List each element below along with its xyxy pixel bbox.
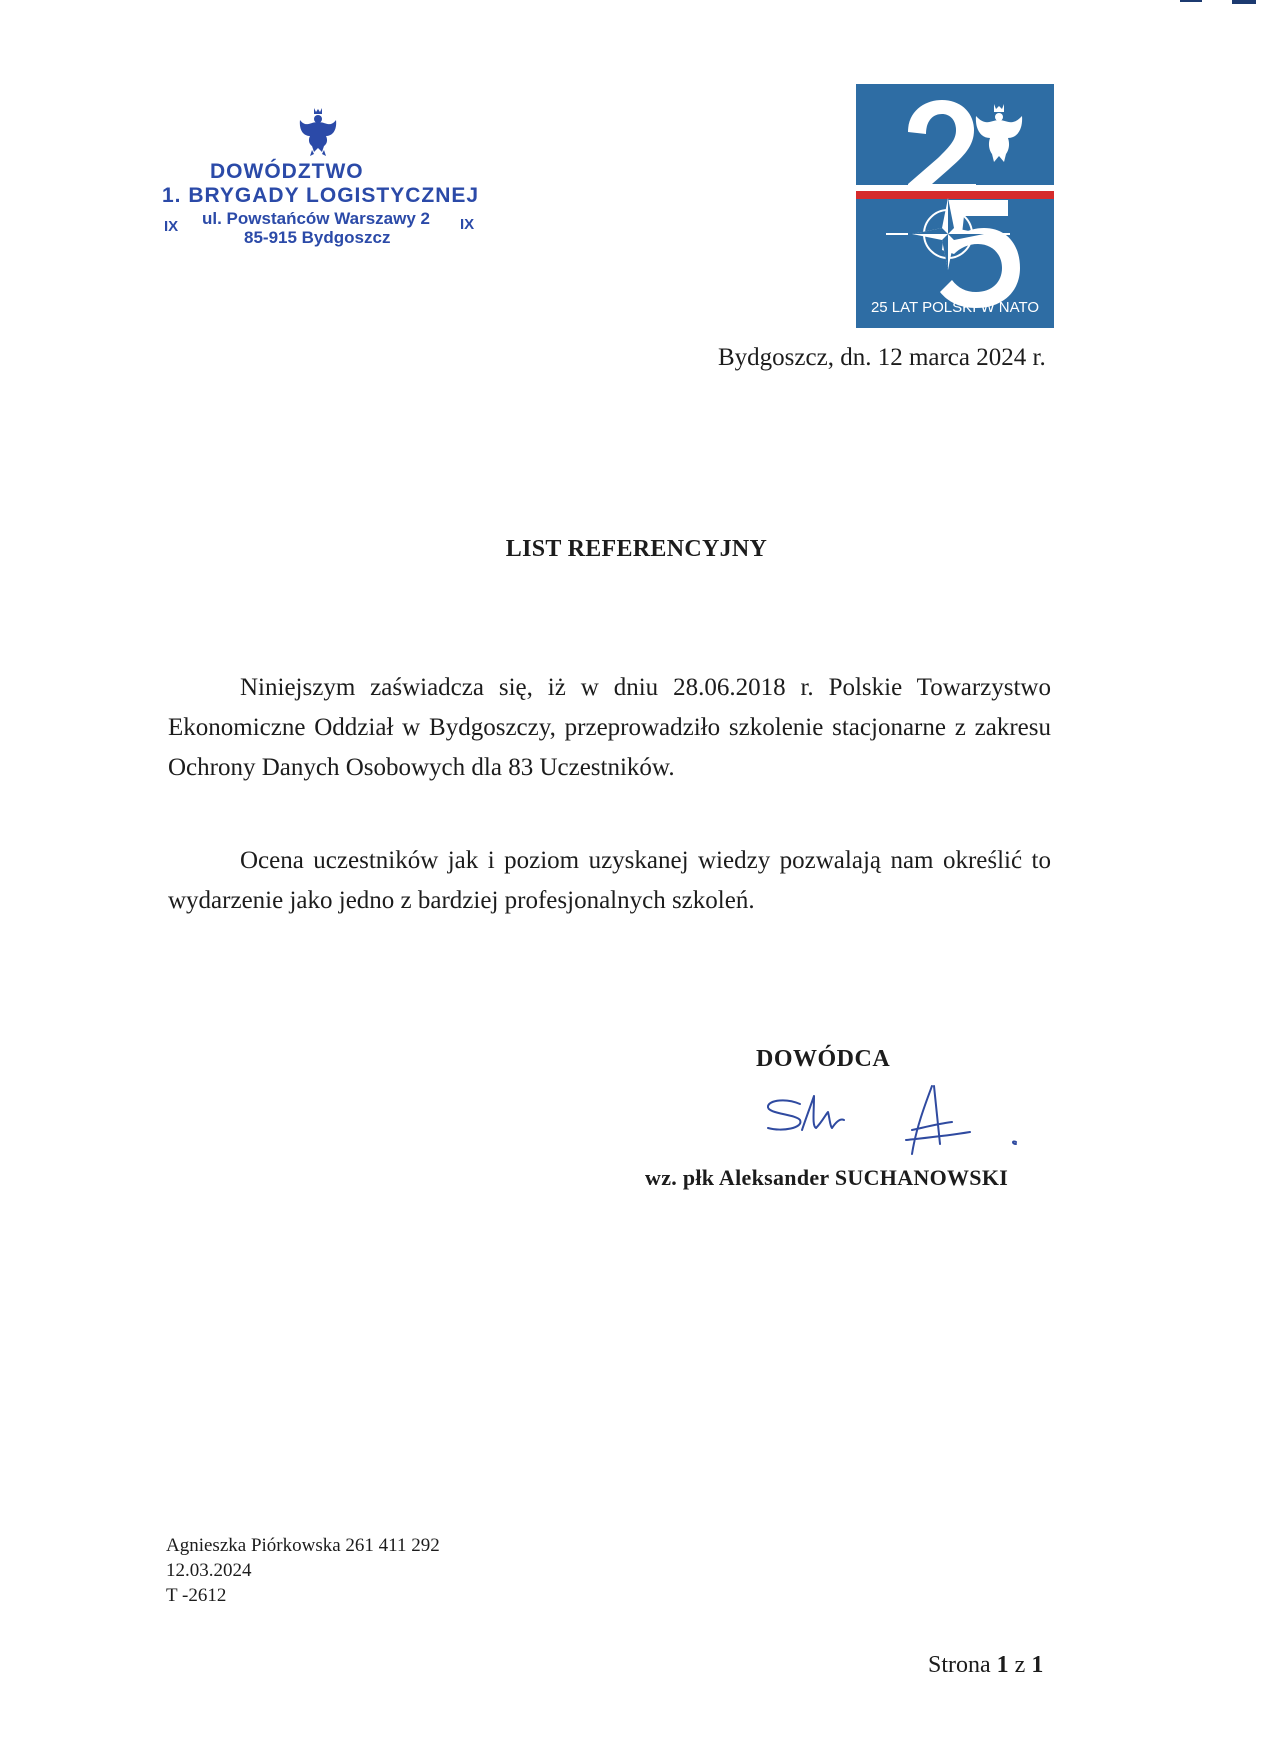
page-current: 1 bbox=[996, 1652, 1009, 1678]
stamp-title: DOWÓDZTWO bbox=[210, 160, 364, 183]
polish-eagle-icon bbox=[296, 106, 340, 158]
document-date: Bydgoszcz, dn. 12 marca 2024 r. bbox=[718, 344, 1046, 371]
paragraph-text: Niniejszym zaświadcza się, iż w dniu 28.06.2018 r. Polskie Towarzystwo Ekonomiczne Oddział w Bydgoszczy, przeprowadziło szkolenie stacjonarne z zakresu Ochrony Danych Osobowych dla 83 Uczestników. bbox=[168, 674, 1051, 781]
page-separator: z bbox=[1014, 1652, 1026, 1678]
scan-artifact bbox=[1180, 0, 1202, 2]
body-paragraph bbox=[168, 668, 1051, 788]
footer-info bbox=[166, 1533, 440, 1608]
stamp-city: 85-915 Bydgoszcz bbox=[244, 228, 391, 247]
page-number bbox=[928, 1652, 1043, 1679]
handwritten-signature bbox=[756, 1082, 1036, 1164]
footer-contact: Agnieszka Piórkowska 261 411 292 bbox=[166, 1535, 440, 1556]
signer-role: DOWÓDCA bbox=[756, 1046, 891, 1072]
institution-stamp bbox=[150, 106, 490, 256]
document-title: LIST REFERENCYJNY bbox=[505, 536, 768, 562]
page-total: 1 bbox=[1031, 1652, 1044, 1678]
nato-25-logo bbox=[856, 84, 1054, 328]
stamp-unit: 1. BRYGADY LOGISTYCZNEJ bbox=[162, 184, 480, 207]
page-label: Strona bbox=[928, 1652, 991, 1678]
stamp-ix-left: IX bbox=[164, 218, 179, 235]
body-paragraph bbox=[168, 841, 1051, 921]
footer-date: 12.03.2024 bbox=[166, 1560, 252, 1581]
scan-artifact bbox=[1232, 0, 1256, 4]
footer-ref: T -2612 bbox=[166, 1585, 227, 1606]
signer-name: wz. płk Aleksander SUCHANOWSKI bbox=[645, 1165, 1009, 1190]
logo-caption: 25 LAT POLSKI W NATO bbox=[870, 299, 1040, 316]
stamp-street: ul. Powstańców Warszawy 2 bbox=[202, 209, 430, 228]
stamp-ix-right: IX bbox=[460, 216, 475, 233]
paragraph-text: Ocena uczestników jak i poziom uzyskanej wiedzy pozwalają nam określić to wydarzenie jako jedno z bardziej profesjonalnych szkoleń. bbox=[168, 847, 1051, 914]
